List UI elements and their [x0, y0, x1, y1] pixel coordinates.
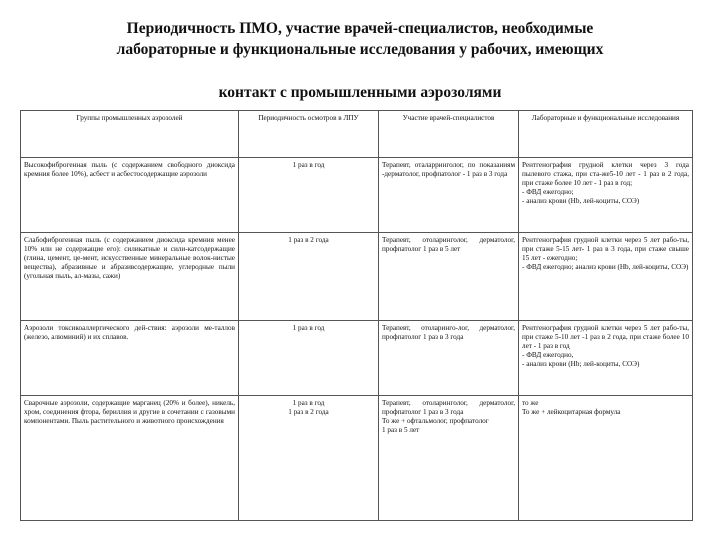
specialists-line: То же + офтальмолог, профпатолог	[382, 417, 489, 425]
table-row	[21, 396, 693, 521]
table-row	[21, 321, 693, 396]
tests-line: - анализ крови (Нb; лей-коциты, СОЭ)	[522, 360, 640, 368]
cell-group: Высокофиброгенная пыль (с содержанием свободного диоксида кремния более 10%), асбест и асбестосодержащие аэрозоли	[21, 158, 239, 233]
cell-tests	[519, 396, 693, 521]
tests-line: То же + лейкоцитарная формула	[522, 408, 621, 416]
cell-specialists	[379, 396, 519, 521]
cell-tests	[519, 321, 693, 396]
cell-tests	[519, 233, 693, 321]
tests-line: Рентгенография грудной клетки через 3 года пылевого стажа, при ста-же5-10 лет - 1 раз в 2 года, при стаже более 10 лет - 1 раз в год;	[522, 161, 689, 187]
title-line-3: контакт с промышленными аэрозолями	[218, 84, 502, 101]
cell-frequency	[239, 321, 379, 396]
specialists-line: Терапевт, оталарринголог, по показаниям -дерматолог, профпатолог - 1 раз в 3 года	[382, 161, 515, 178]
tests-line: - ФВД ежегодно;	[522, 188, 574, 196]
cell-specialists	[379, 233, 519, 321]
cell-group: Сварочные аэрозоли, содержащие марганец (20% и более), никель, хром, соединения фтора, бериллия и другие в сочетании с газовыми компонентами. Пыль растительного и животного происхождения	[21, 396, 239, 521]
cell-frequency	[239, 158, 379, 233]
tests-line: то же	[522, 399, 539, 407]
tests-line: Рентгенография грудной клетки через 5 лет рабо-ты, при стаже 5-10 лет -1 раз в 2 года, при стаже более 10 лет - 1 раз в год	[522, 324, 689, 350]
frequency-line: 1 раз в 2 года	[288, 408, 329, 416]
tests-line: Рентгенография грудной клетки через 5 лет рабо-ты, при стаже 5-15 лет- 1 раз в 3 года, при стаже свыше 15 лет - ежегодно;	[522, 236, 689, 262]
tests-line: - ФВД ежегодно,	[522, 351, 574, 359]
cell-group: Слабофиброгенная пыль (с содержанием диоксида кремния менее 10% или не содержащие его): силикатные и сили-катсодержащие (глина, цемент, це-мент, искусственные минеральные волок-нистые вещества), абразивные и абразивсодержащие, углеродные пыли (угольная пыль, ал-мазы, сажи)	[21, 233, 239, 321]
header-aerosol-groups: Группы промышленных аэрозолей	[21, 111, 239, 158]
table-header-row	[21, 111, 693, 158]
cell-specialists	[379, 321, 519, 396]
cell-frequency	[239, 396, 379, 521]
frequency-line: 1 раз в год	[292, 161, 325, 169]
frequency-line: 1 раз в год	[292, 399, 325, 407]
title-line-1: Периодичность ПМО, участие врачей-специалистов, необходимые	[126, 20, 594, 37]
aerosol-exam-table	[20, 110, 693, 521]
cell-frequency	[239, 233, 379, 321]
tests-line: - анализ крови (Нb, лей-коциты, СОЭ)	[522, 197, 640, 205]
table-row	[21, 158, 693, 233]
specialists-line: Терапевт, отоларинго-лог, дерматолог, профпатолог 1 раз в 3 года	[382, 324, 515, 341]
tests-line: - ФВД ежегодно; анализ крови (Нb, лей-коциты, СОЭ)	[522, 263, 689, 271]
cell-group: Аэрозоли токсикоаллергического дей-ствия: аэрозоли ме-таллов (железо, алюминий) и их сплавов.	[21, 321, 239, 396]
page-title	[40, 18, 680, 60]
header-specialists: Участие врачей-специалистов	[379, 111, 519, 158]
cell-tests	[519, 158, 693, 233]
cell-specialists	[379, 158, 519, 233]
header-exam-frequency: Периодичность осмотров в ЛПУ	[239, 111, 379, 158]
page-subtitle	[40, 82, 680, 103]
specialists-line: Терапевт, отоларинголог, дерматолог, профпатолог 1 раз в 3 года	[382, 399, 515, 416]
frequency-line: 1 раз в 2 года	[288, 236, 329, 244]
frequency-line: 1 раз в год	[292, 324, 325, 332]
table-row	[21, 233, 693, 321]
header-lab-tests: Лабораторные и функциональные исследования	[519, 111, 693, 158]
specialists-line: Терапевт, отоларинголог, дерматолог, профпатолог 1 раз в 5 лет	[382, 236, 515, 253]
title-line-2: лабораторные и функциональные исследования у рабочих, имеющих	[116, 41, 604, 58]
specialists-line: 1 раз в 5 лет	[382, 426, 420, 434]
